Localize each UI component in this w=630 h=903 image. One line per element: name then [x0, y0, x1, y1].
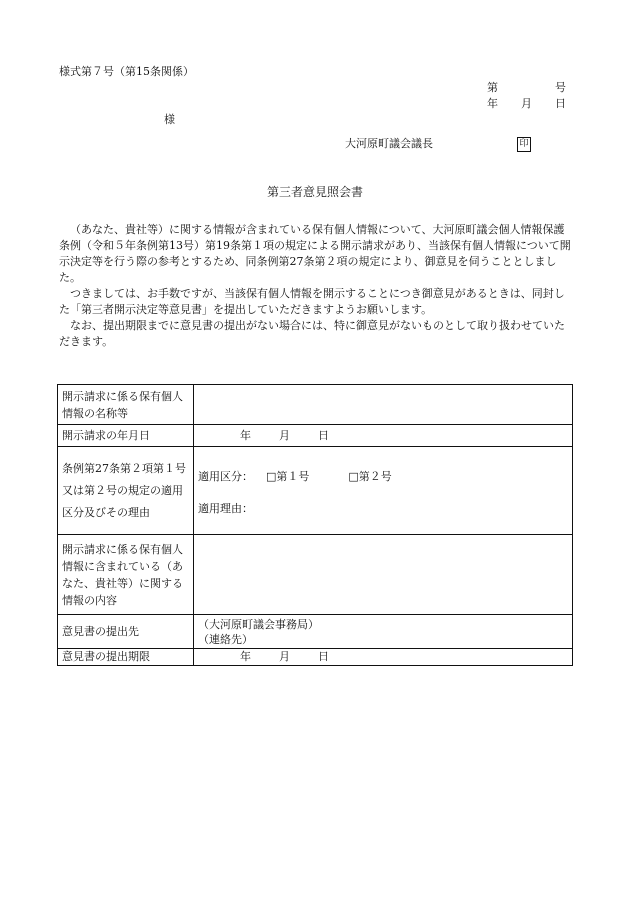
- category-line: [198, 461, 568, 493]
- table-row-category: [58, 447, 573, 535]
- table-row-info-content: [58, 535, 573, 615]
- date-day: 日: [555, 97, 566, 110]
- seal-mark: [517, 136, 531, 152]
- date-month: 月: [521, 97, 532, 110]
- request-date-year: 年: [240, 429, 251, 442]
- category-label: 適用区分：: [198, 470, 253, 483]
- category-option-1[interactable]: □第１号: [266, 470, 310, 483]
- form-number: 様式第７号（第15条関係）: [59, 65, 194, 78]
- row-label-info-content: 開示請求に係る保有個人情報に含まれている（あなた、貴社等）に関する情報の内容: [58, 535, 194, 615]
- sender-name: 大河原町議会議長: [345, 137, 433, 150]
- info-content-field[interactable]: [194, 535, 573, 615]
- doc-number-suffix: 号: [555, 81, 566, 94]
- body-paragraph-1: （あなた、貴社等）に関する情報が含まれている保有個人情報について、大河原町議会個人情報保護条例（令和５年条例第13号）第19条第１項の規定による開示請求があり、当該保有個人情報について開示決定等を行う際の参考とするため、同条例第27条第２項の規定により、御意見を伺うこととしました。: [59, 223, 571, 284]
- row-label-info-name: 開示請求に係る保有個人情報の名称等: [58, 385, 194, 425]
- reason-line: [198, 493, 568, 525]
- body-paragraph-3: なお、提出期限までに意見書の提出がない場合には、特に御意見がないものとして取り扱わせていただきます。: [59, 319, 565, 348]
- reason-label: 適用理由：: [198, 502, 253, 515]
- table-row-deadline: [58, 649, 573, 666]
- request-date-month: 月: [279, 429, 290, 442]
- submit-to-contact: （連絡先）: [198, 632, 253, 646]
- body-paragraph-2: つきましては、お手数ですが、当該保有個人情報を開示することにつき御意見があるときは、同封した「第三者開示決定等意見書」を提出していただきますようお願いします。: [59, 287, 565, 316]
- seal-stamp: 印: [517, 137, 531, 152]
- info-name-field[interactable]: [194, 385, 573, 425]
- date-year: 年: [487, 97, 498, 110]
- document-title: 第三者意見照会書: [266, 185, 363, 199]
- deadline-year: 年: [240, 650, 251, 663]
- info-table: [57, 384, 573, 666]
- doc-number-prefix: 第: [487, 81, 498, 94]
- row-label-deadline: 意見書の提出期限: [58, 649, 194, 666]
- request-date-field[interactable]: [194, 425, 573, 447]
- deadline-day: 日: [318, 650, 329, 663]
- table-row-request-date: [58, 425, 573, 447]
- deadline-field[interactable]: [194, 649, 573, 666]
- submit-to-office: （大河原町議会事務局）: [198, 617, 319, 631]
- table-row-submit-to: [58, 615, 573, 649]
- addressee-suffix: 様: [164, 113, 175, 126]
- body-text: [59, 222, 574, 350]
- row-label-category: 条例第27条第２項第１号又は第２号の規定の適用区分及びその理由: [58, 447, 194, 535]
- table-row-info-name: [58, 385, 573, 425]
- category-field: [194, 447, 573, 535]
- submit-to-field: [194, 615, 573, 649]
- request-date-day: 日: [318, 429, 329, 442]
- row-label-request-date: 開示請求の年月日: [58, 425, 194, 447]
- deadline-month: 月: [279, 650, 290, 663]
- row-label-submit-to: 意見書の提出先: [58, 615, 194, 649]
- category-option-2[interactable]: □第２号: [348, 470, 392, 483]
